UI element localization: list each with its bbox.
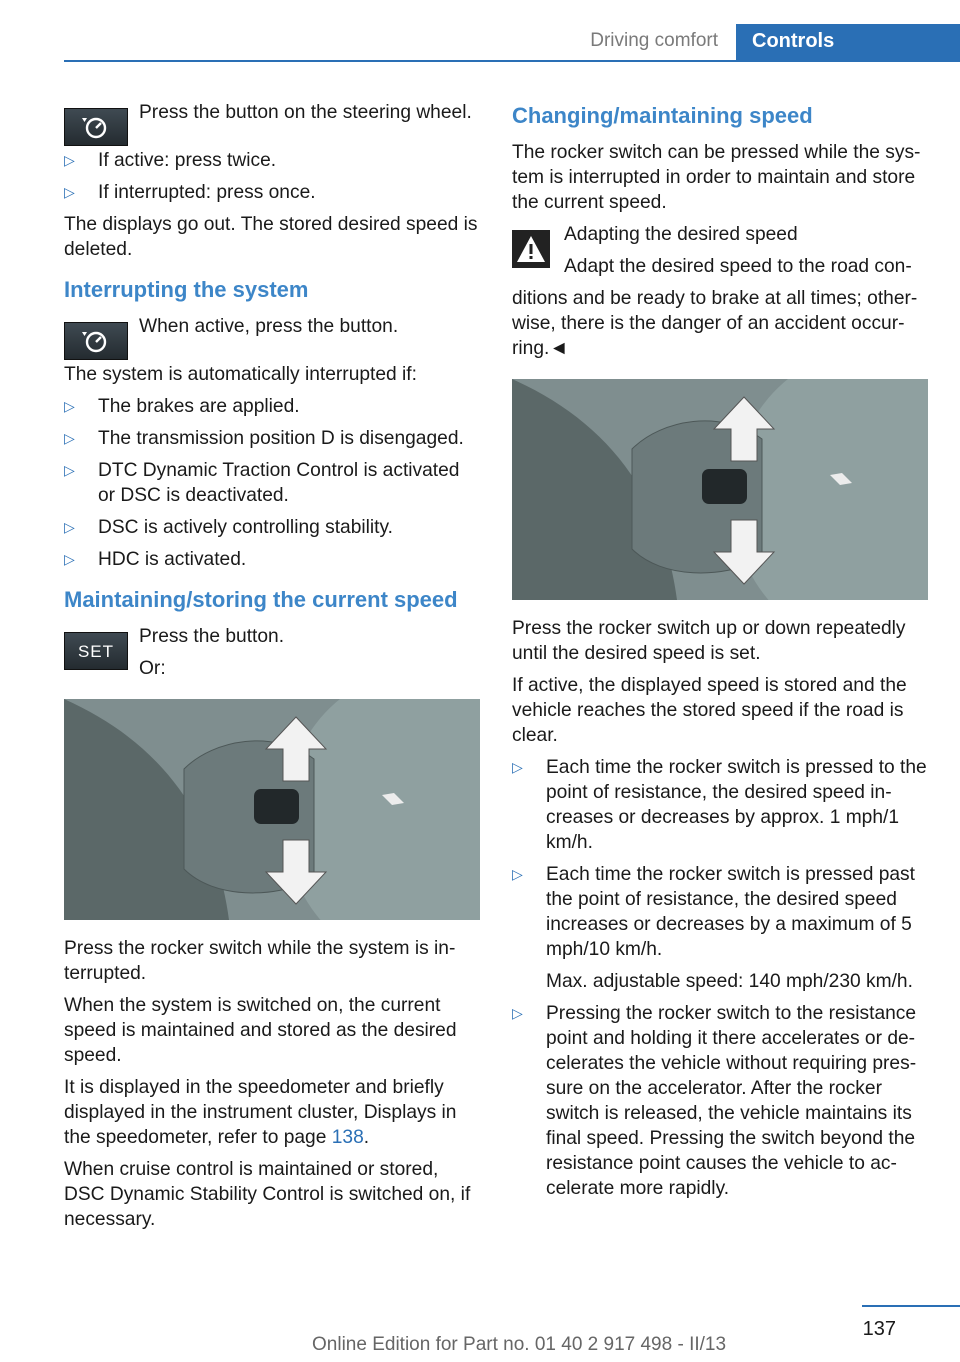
bullet-icon: ▷ [64,551,75,567]
bullet-icon: ▷ [64,152,75,168]
press-text: Press the rocker switch up or down repeatedly until the desired speed is set. [512,618,906,664]
max-speed-text: Max. adjustable speed: 140 mph/230 km/h. [546,971,913,992]
list-item: ▷ DTC Dynamic Traction Control is activated or DSC is deactivated. [64,460,460,506]
set-button-icon: SET [64,632,128,670]
list-item: ▷ HDC is activated. [64,549,247,570]
warning-title: Adapting the desired speed [564,224,798,245]
displays-text: The displays go out. The stored desired speed is deleted. [64,214,478,260]
list-item: ▷ If active: press twice. [64,150,277,171]
changing-intro: The rocker switch can be pressed while the sys‐tem is interrupted in order to maintain and store the current speed. [512,142,921,213]
bullet-icon: ▷ [64,398,75,414]
list-item: ▷ Pressing the rocker switch to the resistance point and holding it there accelerates or de‐celerates the vehicle without requiring pres‐sure on the accelerator. After the rocker switch is released, the vehicle maintains its final speed. Pressing the switch beyond the resistance point causes the vehicle to ac‐celerate more rapidly. [512,1003,917,1199]
page-link[interactable]: 138 [331,1127,364,1148]
section-tab[interactable]: Driving comfort [590,30,718,51]
list-item: ▷ If interrupted: press once. [64,182,316,203]
auto-intro: The system is automatically interrupted if: [64,364,417,385]
set-button-row [64,624,480,681]
page-number: 137 [862,1318,896,1340]
footer-rule [862,1305,960,1307]
footer-note: Online Edition for Part no. 01 40 2 917 498 - II/13 [312,1334,727,1355]
end-mark-icon: ◄ [549,338,569,359]
bullet-icon: ▷ [512,866,523,882]
cruise-button-row [64,100,480,138]
interrupt-button-row [64,314,480,352]
speed-list-2 [512,1001,928,1201]
chapter-tab[interactable]: Controls [736,24,960,62]
list-item: ▷ Each time the rocker switch is pressed to the point of resistance, the desired speed in‐creases or decreases by approx. 1 mph/1 km/h. [512,757,927,853]
bullet-icon: ▷ [512,759,523,775]
list-item: ▷ The brakes are applied. [64,396,300,417]
intro-text: Press the button on the steering wheel. [139,102,472,123]
bullet-icon: ▷ [64,430,75,446]
warning-continuation: ditions and be ready to brake at all times; other‐wise, there is the danger of an accident occur‐ring.◄ [512,288,918,359]
bullet-icon: ▷ [64,462,75,478]
auto-list [64,394,480,572]
dsc-text: When cruise control is maintained or stored, DSC Dynamic Stability Control is switched on, if necessary. [64,1159,471,1230]
bullet-icon: ▷ [64,184,75,200]
speed-list [512,755,928,962]
rocker-text: Press the rocker switch while the system is in‐terrupted. [64,938,456,984]
left-column [64,100,480,1239]
intro-list [64,148,480,205]
warning-line1: Adapt the desired speed to the road con‐ [564,256,912,277]
rocker-switch-photo [512,379,928,600]
steering-wheel-photo [64,699,480,920]
switched-text: When the system is switched on, the current speed is maintained and stored as the desired speed. [64,995,457,1066]
bullet-icon: ▷ [64,519,75,535]
set-text-2: Or: [139,658,166,679]
cruise-control-icon [64,108,128,146]
heading-changing: Changing/maintaining speed [512,103,813,128]
bullet-icon: ▷ [512,1005,523,1021]
list-item: ▷ The transmission position D is disengaged. [64,428,464,449]
active-text: If active, the displayed speed is stored and the vehicle reaches the stored speed if the road is clear. [512,675,907,746]
cruise-control-icon [64,322,128,360]
heading-interrupting: Interrupting the system [64,277,309,302]
heading-maintaining: Maintaining/storing the current speed [64,587,458,612]
display-text: It is displayed in the speedometer and briefly displayed in the instrument cluster, Displays in the speedometer, refer to page 138. [64,1077,457,1148]
warning-triangle-icon [512,230,550,268]
list-item: ▷ DSC is actively controlling stability. [64,517,394,538]
interrupt-text: When active, press the button. [139,316,399,337]
set-text-1: Press the button. [139,626,285,647]
list-item: ▷ Each time the rocker switch is pressed past the point of resistance, the desired speed increases or decreases by a maximum of 5 mph/10 km/h. [512,864,915,960]
right-column [512,100,928,1208]
warning-block [512,222,928,279]
page-header [0,0,960,62]
